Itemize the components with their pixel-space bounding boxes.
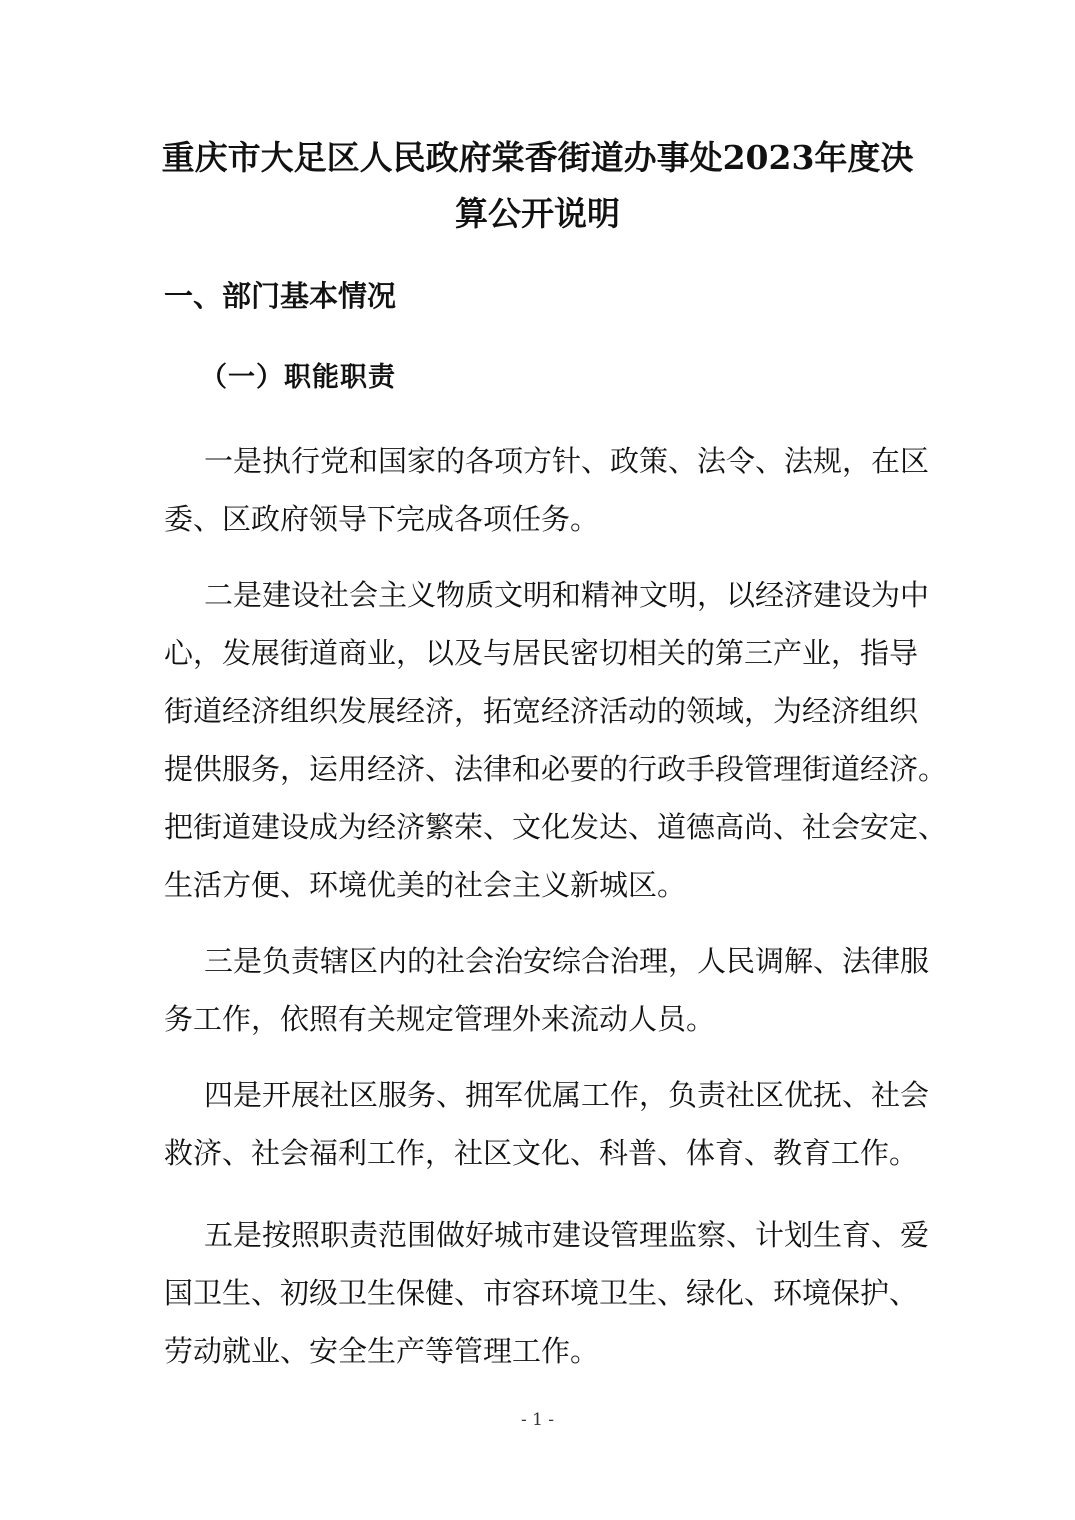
document-title-line-1: 重庆市大足区人民政府棠香街道办事处2023年度决	[161, 138, 914, 177]
paragraph-line: 救济、社会福利工作，社区文化、科普、体育、教育工作。	[164, 1136, 919, 1170]
paragraph-line: 劳动就业、安全生产等管理工作。	[164, 1334, 600, 1368]
paragraph-line: 生活方便、环境优美的社会主义新城区。	[164, 868, 687, 902]
paragraph-line: 街道经济组织发展经济，拓宽经济活动的领域，为经济组织	[164, 694, 919, 728]
document-title-line-2: 算公开说明	[455, 194, 620, 233]
paragraph-line: 四是开展社区服务、拥军优属工作，负责社区优抚、社会	[204, 1078, 930, 1112]
paragraph-line: 提供服务，运用经济、法律和必要的行政手段管理街道经济。	[164, 752, 948, 786]
paragraph-function-2	[164, 566, 948, 914]
paragraph-line: 心，发展街道商业，以及与居民密切相关的第三产业，指导	[164, 636, 919, 670]
page-number: - 1 -	[520, 1410, 555, 1430]
paragraph-line: 国卫生、初级卫生保健、市容环境卫生、绿化、环境保护、	[164, 1276, 919, 1310]
paragraph-line: 五是按照职责范围做好城市建设管理监察、计划生育、爱	[204, 1218, 930, 1252]
paragraph-line: 一是执行党和国家的各项方针、政策、法令、法规，在区	[204, 444, 930, 478]
paragraph-function-4	[164, 1066, 930, 1182]
section-heading-basic-info: 一、部门基本情况	[164, 279, 397, 313]
paragraph-line: 三是负责辖区内的社会治安综合治理，人民调解、法律服	[204, 944, 930, 978]
paragraph-function-3	[164, 932, 930, 1048]
subsection-heading-functions: （一）职能职责	[200, 362, 396, 393]
paragraph-line: 把街道建设成为经济繁荣、文化发达、道德高尚、社会安定、	[164, 810, 948, 844]
paragraph-function-5	[164, 1206, 930, 1380]
paragraph-line: 委、区政府领导下完成各项任务。	[164, 502, 600, 536]
paragraph-line: 二是建设社会主义物质文明和精神文明，以经济建设为中	[204, 578, 930, 612]
paragraph-function-1	[164, 432, 930, 548]
paragraph-line: 务工作，依照有关规定管理外来流动人员。	[164, 1002, 716, 1036]
